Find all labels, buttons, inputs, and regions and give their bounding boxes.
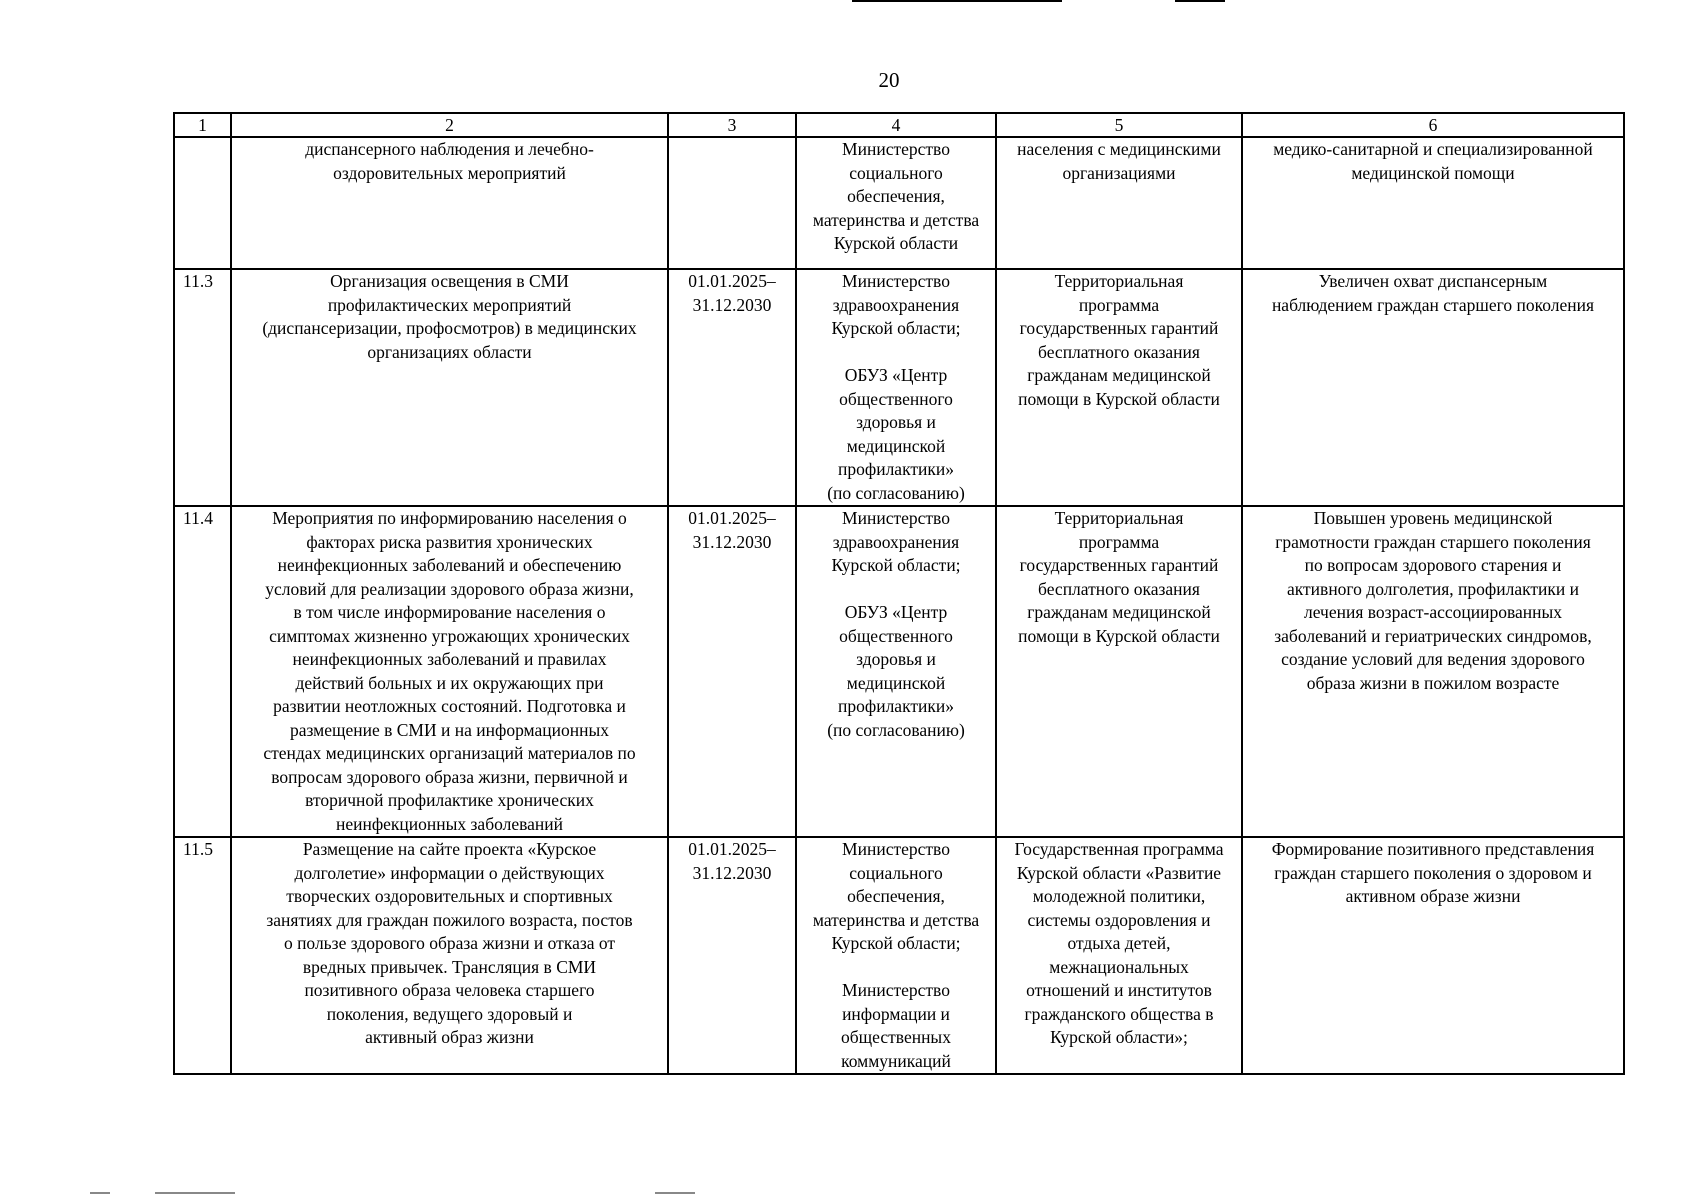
table-header-row xyxy=(174,113,1624,137)
bottom-scan-line xyxy=(90,1192,110,1194)
period-cell: 01.01.2025– 31.12.2030 xyxy=(668,506,796,837)
period-cell: 01.01.2025– 31.12.2030 xyxy=(668,269,796,506)
row-number-cell: 11.3 xyxy=(174,269,231,506)
event-cell: диспансерного наблюдения и лечебно- оздоровительных мероприятий xyxy=(231,137,668,269)
program-cell: Территориальная программа государственных гарантий бесплатного оказания гражданам медицинской помощи в Курской области xyxy=(996,506,1242,837)
row-number-cell: 11.4 xyxy=(174,506,231,837)
result-cell: Повышен уровень медицинской грамотности граждан старшего поколения по вопросам здорового старения и активного долголетия, профилактики и лечения возраст-ассоциированных заболеваний и гериатрических синдромов, создание условий для ведения здорового образа жизни в пожилом возрасте xyxy=(1242,506,1624,837)
top-scan-line xyxy=(852,0,1062,2)
program-cell: Государственная программа Курской области «Развитие молодежной политики, системы оздоровления и отдыха детей, межнациональных отношений и институтов гражданского общества в Курской области»; xyxy=(996,837,1242,1074)
period-cell: 01.01.2025– 31.12.2030 xyxy=(668,837,796,1074)
column-header: 1 xyxy=(174,113,231,137)
program-cell: Территориальная программа государственных гарантий бесплатного оказания гражданам медицинской помощи в Курской области xyxy=(996,269,1242,506)
event-cell: Размещение на сайте проекта «Курское долголетие» информации о действующих творческих оздоровительных и спортивных занятиях для граждан пожилого возраста, постов о пользе здорового образа жизни и отказа от вредных привычек. Трансляция в СМИ позитивного образа человека старшего поколения, ведущего здоровый и активный образ жизни xyxy=(231,837,668,1074)
event-cell: Мероприятия по информированию населения о факторах риска развития хронических неинфекционных заболеваний и обеспечению условий для реализации здорового образа жизни, в том числе информирование населения о симптомах жизненно угрожающих хронических неинфекционных заболеваний и правилах действий больных и их окружающих при развитии неотложных состояний. Подготовка и размещение в СМИ и на информационных стендах медицинских организаций материалов по вопросам здорового образа жизни, первичной и вторичной профилактике хронических неинфекционных заболеваний xyxy=(231,506,668,837)
column-header: 6 xyxy=(1242,113,1624,137)
bottom-scan-line xyxy=(655,1192,695,1194)
top-scan-line-short xyxy=(1175,0,1225,2)
table-row xyxy=(174,269,1624,506)
event-cell: Организация освещения в СМИ профилактических мероприятий (диспансеризации, профосмотров) в медицинских организациях области xyxy=(231,269,668,506)
result-cell: Формирование позитивного представления граждан старшего поколения о здоровом и активном образе жизни xyxy=(1242,837,1624,1074)
column-header: 5 xyxy=(996,113,1242,137)
executor-cell: Министерство здравоохранения Курской области; ОБУЗ «Центр общественного здоровья и медицинской профилактики» (по согласованию) xyxy=(796,269,996,506)
executor-cell: Министерство социального обеспечения, материнства и детства Курской области xyxy=(796,137,996,269)
period-cell xyxy=(668,137,796,269)
table-row xyxy=(174,837,1624,1074)
row-number-cell: 11.5 xyxy=(174,837,231,1074)
bottom-scan-line xyxy=(155,1192,235,1194)
column-header: 3 xyxy=(668,113,796,137)
program-cell: населения с медицинскими организациями xyxy=(996,137,1242,269)
executor-cell: Министерство социального обеспечения, материнства и детства Курской области; Министерство информации и общественных коммуникаций xyxy=(796,837,996,1074)
measures-table xyxy=(173,112,1625,1075)
column-header: 2 xyxy=(231,113,668,137)
result-cell: медико-санитарной и специализированной медицинской помощи xyxy=(1242,137,1624,269)
page-number: 20 xyxy=(878,68,900,92)
table-row xyxy=(174,506,1624,837)
result-cell: Увеличен охват диспансерным наблюдением граждан старшего поколения xyxy=(1242,269,1624,506)
table-row xyxy=(174,137,1624,269)
row-number-cell xyxy=(174,137,231,269)
executor-cell: Министерство здравоохранения Курской области; ОБУЗ «Центр общественного здоровья и медицинской профилактики» (по согласованию) xyxy=(796,506,996,837)
column-header: 4 xyxy=(796,113,996,137)
